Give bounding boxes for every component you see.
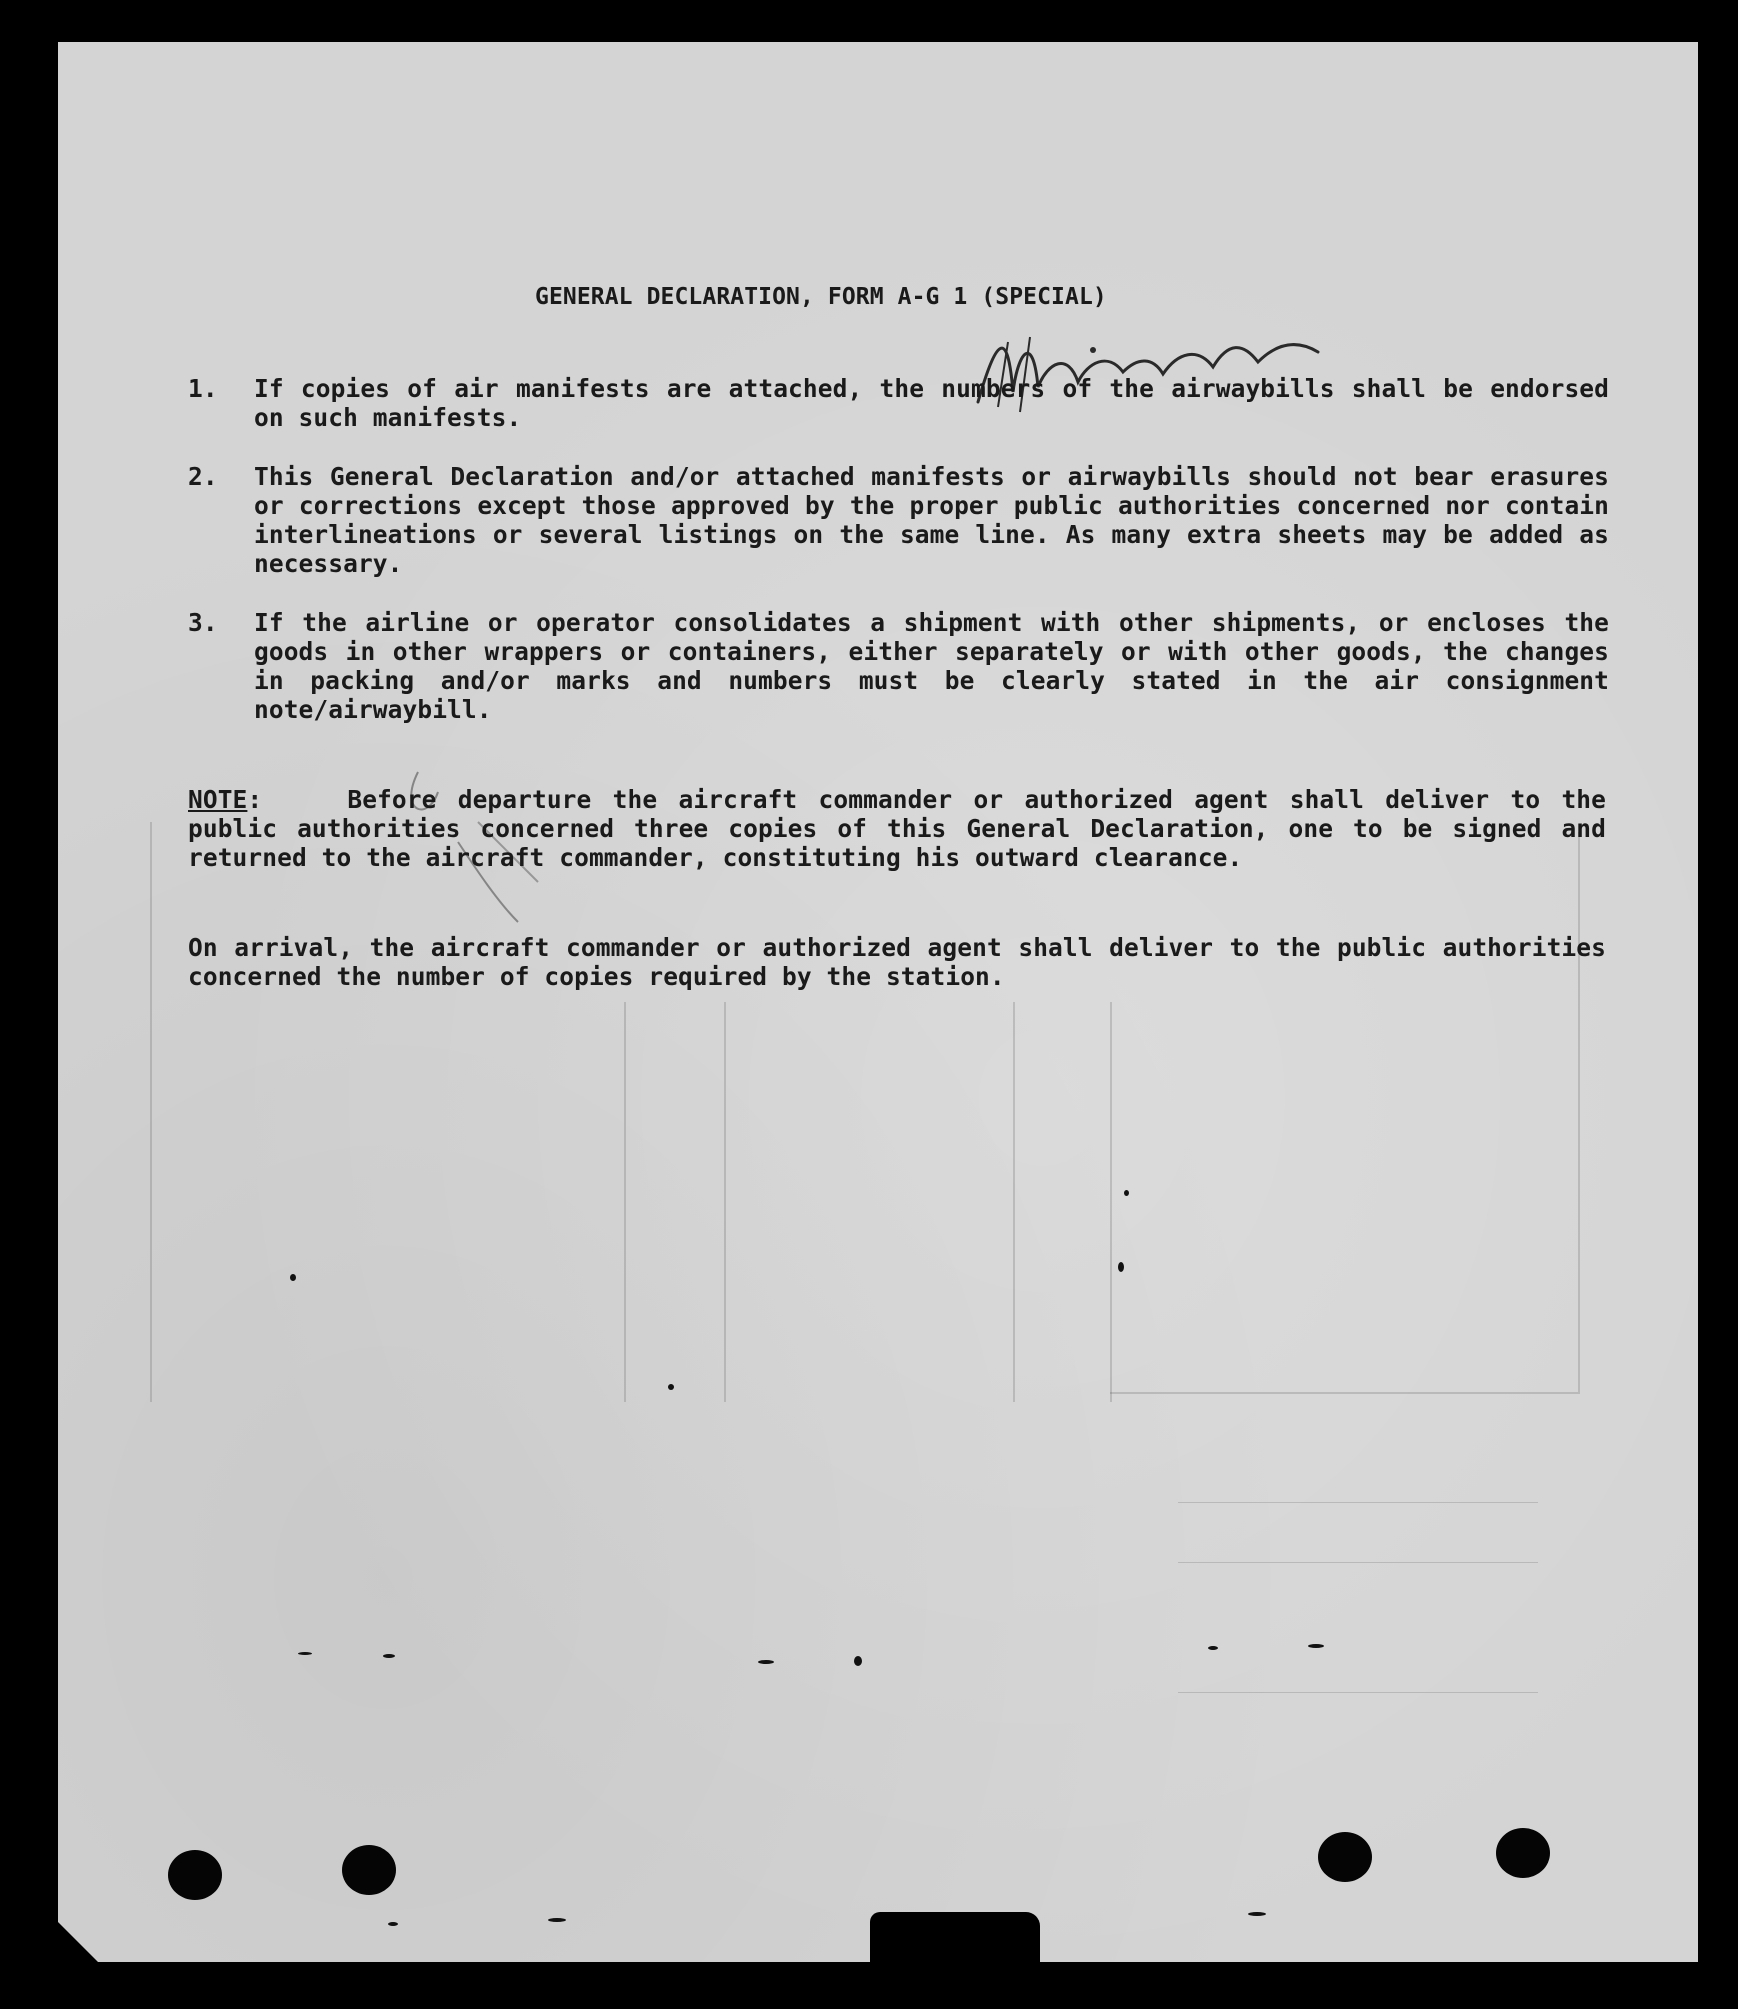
bleed-through-line — [1578, 832, 1580, 1392]
punch-hole — [1318, 1832, 1372, 1882]
bleed-through-line — [724, 1002, 726, 1402]
note-colon: : — [247, 785, 263, 814]
ink-speck — [1248, 1912, 1266, 1916]
bleed-through-line — [1178, 1502, 1538, 1503]
ink-speck — [548, 1918, 566, 1922]
bleed-through-line — [624, 1002, 626, 1402]
bleed-through-line — [1013, 1002, 1015, 1402]
item-text: If copies of air manifests are attached, the numbers of the airwaybills shall be endorsed on such manifests. — [254, 374, 1609, 432]
ink-speck — [668, 1384, 674, 1390]
ink-speck — [854, 1656, 862, 1666]
binder-tab — [870, 1912, 1040, 1972]
item-number: 1. — [188, 374, 218, 403]
document-page — [58, 42, 1698, 1962]
note-paragraph — [188, 785, 1606, 872]
ink-speck — [1308, 1644, 1324, 1648]
item-text: If the airline or operator consolidates a shipment with other shipments, or encloses the goods in other wrappers or containers, either separately or with other goods, the changes in packing and/or marks and numbers must be clearly stated in the air consignment note/airwaybill. — [254, 608, 1609, 724]
bleed-through-line — [1110, 1002, 1112, 1402]
item-number: 2. — [188, 462, 218, 491]
bleed-through-line — [1178, 1562, 1538, 1563]
note-label: NOTE — [188, 785, 248, 814]
punch-hole — [1496, 1828, 1550, 1878]
item-text: This General Declaration and/or attached manifests or airwaybills should not bear erasures or corrections except those approved by the proper public authorities concerned nor contain interlineations or several listings on the same line. As many extra sheets may be added as necessary. — [254, 462, 1609, 578]
ink-speck — [388, 1922, 398, 1926]
ink-speck — [1208, 1646, 1218, 1650]
punch-hole — [168, 1850, 222, 1900]
ink-speck — [1118, 1262, 1124, 1272]
ink-speck — [298, 1652, 312, 1655]
bleed-through-line — [1178, 1692, 1538, 1693]
list-item — [188, 462, 1608, 582]
list-item — [188, 608, 1608, 728]
ink-speck — [1124, 1190, 1129, 1196]
page-corner — [58, 1922, 98, 1962]
ink-speck — [383, 1654, 395, 1658]
arrival-paragraph: On arrival, the aircraft commander or authorized agent shall deliver to the public authorities concerned the number of copies required by the station. — [188, 933, 1606, 991]
list-item — [188, 374, 1608, 434]
punch-hole — [342, 1845, 396, 1895]
bleed-through-line — [1110, 1392, 1580, 1394]
ink-speck — [290, 1274, 296, 1281]
ink-speck — [758, 1660, 774, 1664]
page-title: GENERAL DECLARATION, FORM A-G 1 (SPECIAL) — [535, 284, 1107, 310]
bleed-through-line — [150, 822, 152, 1402]
item-number: 3. — [188, 608, 218, 637]
note-text: Before departure the aircraft commander or authorized agent shall deliver to the public authorities concerned three copies of this General Declaration, one to be signed and returned to the aircraft commander, constituting his outward clearance. — [188, 785, 1606, 872]
